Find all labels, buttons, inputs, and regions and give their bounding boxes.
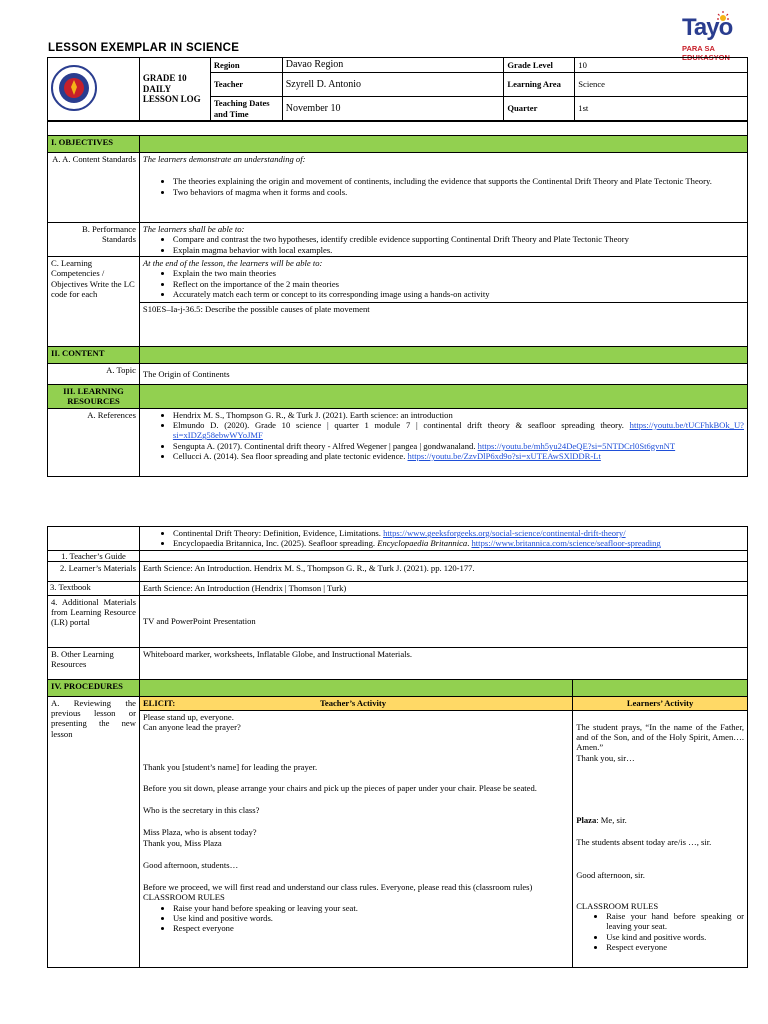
textbook-value: Earth Science: An Introduction (Hendrix | Thomson | Turk) xyxy=(139,582,747,595)
learner-line: Good afternoon, sir. xyxy=(576,869,645,880)
reference-link[interactable]: https://youtu.be/mh5yu24DeQE?si=5NTDCrl0St6gvnNT xyxy=(477,440,676,451)
learner-activity-cell xyxy=(573,710,748,967)
objectives-heading: I. OBJECTIVES xyxy=(48,136,140,153)
teacher-value: Szyrell D. Antonio xyxy=(282,73,504,97)
dates-value: November 10 xyxy=(282,97,504,121)
performance-standards-label: B. Performance Standards xyxy=(48,223,140,257)
references-cont-list xyxy=(143,528,744,549)
additional-materials-label: 4. Additional Materials from Learning Resource (LR) portal xyxy=(48,595,140,647)
performance-standards-list xyxy=(143,234,744,255)
reference-text: Continental Drift Theory: Definition, Evidence, Limitations. xyxy=(172,528,381,538)
reference-text: Sengupta A. (2017). Continental drift theory - Alfred Wegener | pangea | gondwanaland. xyxy=(172,440,476,451)
reference-italic: Encyclopaedia Britannica xyxy=(377,538,468,549)
quarter-value: 1st xyxy=(575,97,748,121)
list-item xyxy=(173,410,744,420)
references-label: A. References xyxy=(48,408,140,476)
reference-link[interactable]: https://youtu.be/ZzvDlP6xd9o?si=xUTEAwSXlDDR-Lt xyxy=(407,450,601,461)
teacher-line: Please stand up, everyone. xyxy=(142,711,234,722)
page-title: LESSON EXEMPLAR IN SCIENCE xyxy=(48,42,240,54)
teacher-line: Good afternoon, students… xyxy=(142,859,239,870)
reference-text: Encyclopaedia Britannica, Inc. (2025). Seafloor spreading. xyxy=(172,538,376,549)
spacer-row xyxy=(48,122,748,136)
list-item: • Respect everyone xyxy=(173,923,569,933)
list-item: • Two behaviors of magma when it forms and cools. xyxy=(173,187,744,197)
list-item: • Use kind and positive words. xyxy=(606,932,744,942)
teacher-line: Can anyone lead the prayer? xyxy=(142,721,241,732)
reference-text: Hendrix M. S., Thompson G. R., & Turk J. (2021). Earth science: an introduction xyxy=(172,409,453,420)
procedures-heading-fill-2 xyxy=(573,679,748,696)
list-item xyxy=(173,451,744,461)
grade-label: GRADE 10 DAILY LESSON LOG xyxy=(139,58,210,121)
content-standards-intro: The learners demonstrate an understanding of: xyxy=(142,154,306,164)
list-item: • Use kind and positive words. xyxy=(173,913,569,923)
procedures-heading-fill xyxy=(139,679,572,696)
student-name: Plaza xyxy=(576,814,597,825)
other-resources-label: B. Other Learning Resources xyxy=(48,647,140,679)
references-cont-cell xyxy=(139,527,747,551)
lesson-header-table xyxy=(47,57,748,121)
teacher-activity-cell xyxy=(139,710,572,967)
learning-competencies-label: C. Learning Competencies / Objectives Write the LC code for each xyxy=(48,256,140,346)
teacher-activity-header xyxy=(139,696,572,710)
content-standards-list xyxy=(143,176,744,197)
student-reply: : Me, sir. xyxy=(596,814,627,825)
grade-level-label: Grade Level xyxy=(504,58,575,73)
learners-materials-value: Earth Science: An Introduction. Hendrix M. S., Thompson G. R., & Turk J. (2021). pp. 120-177. xyxy=(139,562,747,582)
teacher-line: Miss Plaza, who is absent today? xyxy=(142,827,257,838)
references-cont-label xyxy=(48,527,140,551)
teacher-line: CLASSROOM RULES xyxy=(142,892,225,903)
additional-materials-value: TV and PowerPoint Presentation xyxy=(139,595,747,647)
teachers-guide-label: 1. Teacher’s Guide xyxy=(48,551,140,562)
lesson-plan-table-continued xyxy=(47,526,748,968)
references-list xyxy=(143,410,744,462)
tayo-logo xyxy=(672,10,744,62)
region-label: Region xyxy=(210,58,282,73)
list-item: • Accurately match each term or concept to its corresponding image using a hands-on activity xyxy=(173,289,744,299)
reference-link[interactable]: https://www.geeksforgeeks.org/social-science/continental-drift-theory/ xyxy=(383,528,626,538)
learner-line xyxy=(576,815,744,825)
learning-competencies-cell xyxy=(139,256,747,302)
teacher-line: Who is the secretary in this class? xyxy=(142,804,260,815)
lc-code: S10ES–Ia-j-36.5: Describe the possible causes of plate movement xyxy=(139,302,747,346)
references-cell xyxy=(139,408,747,476)
procedure-step-label: A. Reviewing the previous lesson or presenting the new lesson xyxy=(48,696,140,967)
dates-label: Teaching Dates and Time xyxy=(210,97,282,121)
teachers-guide-value xyxy=(139,551,747,562)
learner-line: Thank you, sir… xyxy=(576,752,635,763)
list-item: • Raise your hand before speaking or leaving your seat. xyxy=(173,903,569,913)
list-item: • Raise your hand before speaking or leaving your seat. xyxy=(606,911,744,932)
learner-activity-title: Learners’ Activity xyxy=(573,696,748,710)
learning-competencies-intro: At the end of the lesson, the learners will be able to: xyxy=(142,257,323,268)
performance-standards-intro: The learners shall be able to: xyxy=(142,224,245,234)
teacher-line: Thank you [student’s name] for leading the prayer. xyxy=(142,762,318,773)
reference-link[interactable]: https://www.britannica.com/science/seafloor-spreading xyxy=(471,538,661,549)
teacher-line: Before you sit down, please arrange your chairs and pick up the pieces of paper under your chair. Please be seated. xyxy=(142,782,537,793)
learners-materials-label: 2. Learner’s Materials xyxy=(48,562,140,582)
content-heading-fill xyxy=(139,346,747,363)
list-item: • Explain the two main theories xyxy=(173,268,744,278)
content-heading: II. CONTENT xyxy=(48,346,140,363)
teacher-line: Before we proceed, we will first read and understand our class rules. Everyone, please read this (classroom rules) xyxy=(142,882,533,893)
lesson-plan-table xyxy=(47,121,748,477)
teacher-activity-title: Teacher’s Activity xyxy=(319,697,387,708)
learning-area-value: Science xyxy=(575,73,748,97)
learner-line: The student prays, “In the name of the Father, and of the Son, and of the Holy Spirit, Amen…. Amen.” xyxy=(576,721,744,753)
procedures-heading: IV. PROCEDURES xyxy=(48,679,140,696)
performance-standards-cell xyxy=(139,223,747,257)
list-item xyxy=(173,420,744,441)
region-value: Davao Region xyxy=(282,58,504,73)
deped-seal-cell xyxy=(48,58,140,121)
learner-rules-list xyxy=(576,911,744,952)
learning-competencies-list xyxy=(143,268,744,299)
elicit-label: ELICIT: xyxy=(142,697,176,708)
reference-link[interactable]: https://youtu.be/tUCFhkBOk_U?si=xIDZg58ebwWYoJMF xyxy=(172,419,744,441)
teacher-label: Teacher xyxy=(210,73,282,97)
list-item: • Reflect on the importance of the 2 main theories xyxy=(173,279,744,289)
learning-area-label: Learning Area xyxy=(504,73,575,97)
list-item: • Explain magma behavior with local examples. xyxy=(173,245,744,255)
content-standards-label: A. A. Content Standards xyxy=(48,153,140,223)
list-item: • Compare and contrast the two hypotheses, identify credible evidence supporting Continental Drift Theory and Plate Tectonic Theory xyxy=(173,234,744,244)
reference-text: Elmundo D. (2020). Grade 10 science | quarter 1 module 7 | continental drift theory & seafloor spreading theory. xyxy=(172,419,624,430)
objectives-heading-fill xyxy=(139,136,747,153)
list-item: • The theories explaining the origin and movement of continents, including the evidence that supports the Continental Drift Theory and Plate Tectonic Theory. xyxy=(173,176,744,186)
learning-resources-heading: III. LEARNING RESOURCES xyxy=(48,384,140,408)
grade-level-value: 10 xyxy=(575,58,748,73)
teacher-line: Thank you, Miss Plaza xyxy=(142,837,222,848)
topic-value: The Origin of Continents xyxy=(139,363,747,384)
teacher-rules-list xyxy=(143,903,569,934)
other-resources-value: Whiteboard marker, worksheets, Inflatable Globe, and Instructional Materials. xyxy=(139,647,747,679)
content-standards-cell xyxy=(139,153,747,223)
reference-text: Cellucci A. (2014). Sea floor spreading and plate tectonic evidence. xyxy=(172,450,406,461)
list-item xyxy=(173,441,744,451)
logo-tagline: PARA SA EDUKASYON xyxy=(682,44,730,62)
learner-line: The students absent today are/is …, sir. xyxy=(576,837,712,848)
list-item: • Encyclopaedia Britannica, Inc. (2025). Seafloor spreading. Encyclopaedia Britannica. https://www.britannica.com/science/seafloor-spreading xyxy=(173,538,744,548)
learner-rules-title: CLASSROOM RULES xyxy=(576,900,659,911)
topic-label: A. Topic xyxy=(48,363,140,384)
deped-seal-icon xyxy=(51,65,97,111)
learning-resources-heading-fill xyxy=(139,384,747,408)
logo-wordmark: Tayo xyxy=(682,14,733,41)
textbook-label: 3. Textbook xyxy=(48,582,140,595)
list-item: • Respect everyone xyxy=(606,942,744,952)
quarter-label: Quarter xyxy=(504,97,575,121)
list-item xyxy=(173,528,744,538)
